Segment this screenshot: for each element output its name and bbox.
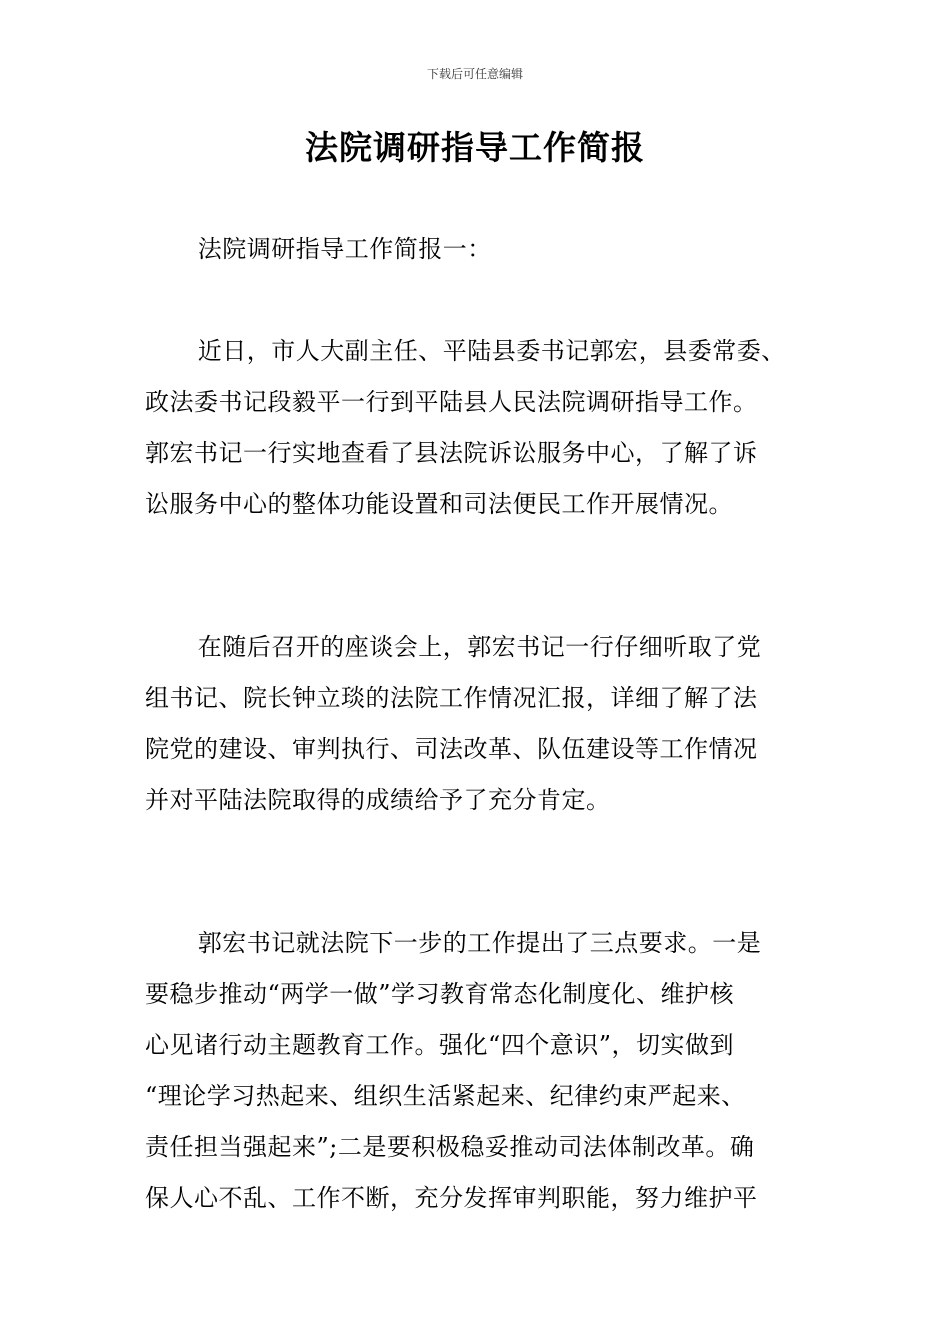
paragraph-line: 讼服务中心的整体功能设置和司法便民工作开展情况。 [145, 490, 733, 518]
paragraph-line: “理论学习热起来、组织生活紧起来、纪律约束严起来、 [145, 1082, 746, 1110]
paragraph-line: 院党的建设、审判执行、司法改革、队伍建设等工作情况 [145, 735, 758, 763]
section-heading-text: 法院调研指导工作简报一： [197, 235, 492, 263]
paragraph-line: 近日，市人大副主任、平陆县委书记郭宏，县委常委、 [197, 337, 786, 365]
paragraph-line: 保人心不乱、工作不断，充分发挥审判职能，努力维护平 [145, 1184, 758, 1212]
paragraph-line: 郭宏书记一行实地查看了县法院诉讼服务中心，了解了诉 [145, 439, 758, 467]
document-title: 法院调研指导工作简报 [305, 128, 645, 167]
paragraph-line: 责任担当强起来”;二是要积极稳妥推动司法体制改革。确 [145, 1133, 755, 1161]
paragraph-2 [145, 622, 810, 826]
section-heading [145, 224, 810, 275]
paragraph-1 [145, 326, 810, 530]
paragraph-line: 郭宏书记就法院下一步的工作提出了三点要求。一是 [197, 929, 762, 957]
paragraph-line: 要稳步推动“两学一做”学习教育常态化制度化、维护核 [145, 980, 735, 1008]
paragraph-line: 组书记、院长钟立琰的法院工作情况汇报，详细了解了法 [145, 684, 758, 712]
paragraph-line: 并对平陆法院取得的成绩给予了充分肯定。 [145, 786, 611, 814]
paragraph-line: 在随后召开的座谈会上，郭宏书记一行仔细听取了党 [197, 633, 762, 661]
paragraph-3 [145, 918, 810, 1224]
paragraph-line: 心见诸行动主题教育工作。强化“四个意识”，切实做到 [145, 1031, 735, 1059]
paragraph-line: 政法委书记段毅平一行到平陆县人民法院调研指导工作。 [145, 388, 758, 416]
header-note: 下载后可任意编辑 [426, 67, 523, 81]
